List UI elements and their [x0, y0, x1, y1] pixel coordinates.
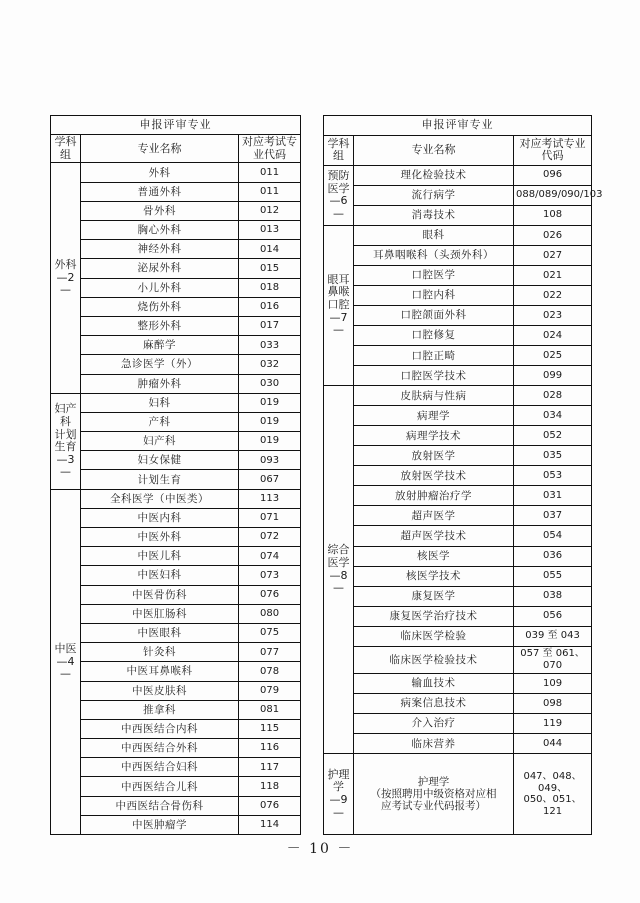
nursing-code-line2: 050、051、121	[523, 794, 582, 817]
specialty-code: 034	[514, 406, 592, 426]
specialty-name: 针灸科	[81, 643, 239, 662]
table-row	[51, 221, 301, 240]
table-row	[324, 446, 592, 466]
table-row	[324, 566, 592, 586]
specialty-code: 074	[239, 547, 301, 566]
col-header-group: 学科 组	[324, 136, 354, 166]
specialty-code: 071	[239, 508, 301, 527]
table-row	[324, 426, 592, 446]
table-row	[324, 506, 592, 526]
table-column-header-row	[51, 135, 301, 163]
specialty-code: 026	[514, 225, 592, 245]
specialty-name: 流行病学	[354, 185, 514, 205]
specialty-name: 口腔内科	[354, 285, 514, 305]
col-header-code: 对应考试专业代码	[239, 135, 301, 163]
table-row	[324, 714, 592, 734]
specialty-name: 口腔正畸	[354, 346, 514, 366]
specialty-name: 烧伤外科	[81, 297, 239, 316]
table-row	[324, 325, 592, 345]
table-row	[324, 225, 592, 245]
table-row	[51, 528, 301, 547]
table-row	[51, 719, 301, 738]
specialty-name: 肿瘤外科	[81, 374, 239, 393]
specialty-name: 中西医结合妇科	[81, 758, 239, 777]
specialty-name: 中西医结合外科	[81, 739, 239, 758]
table-column-header-row	[324, 136, 592, 166]
page-number: － 10 －	[286, 841, 354, 857]
specialty-code: 075	[239, 623, 301, 642]
specialty-name: 胸心外科	[81, 221, 239, 240]
specialty-code: 033	[239, 336, 301, 355]
specialty-code: 038	[514, 586, 592, 606]
table-row	[324, 626, 592, 646]
specialty-name: 计划生育	[81, 470, 239, 489]
specialty-name: 中医肿瘤学	[81, 815, 239, 834]
specialty-name: 口腔修复	[354, 325, 514, 345]
table-row	[324, 486, 592, 506]
table-row	[324, 346, 592, 366]
table-row	[51, 240, 301, 259]
specialty-code: 031	[514, 486, 592, 506]
specialty-code: 011	[239, 182, 301, 201]
specialty-name: 产科	[81, 412, 239, 431]
table-row	[324, 606, 592, 626]
specialty-name: 理化检验技术	[354, 165, 514, 185]
specialty-code: 079	[239, 681, 301, 700]
table-row	[51, 815, 301, 834]
table-row	[51, 201, 301, 220]
specialty-name: 中医骨伤科	[81, 585, 239, 604]
specialty-name: 麻醉学	[81, 336, 239, 355]
col-header-code: 对应考试专业代码	[514, 136, 592, 166]
specialty-name: 中医耳鼻喉科	[81, 662, 239, 681]
specialty-name: 妇产科	[81, 432, 239, 451]
table-row	[324, 165, 592, 185]
specialty-code	[514, 754, 592, 835]
specialty-name: 核医学	[354, 546, 514, 566]
nursing-code-line1: 047、048、049、	[523, 771, 582, 794]
table-row	[51, 566, 301, 585]
specialty-code: 036	[514, 546, 592, 566]
specialty-name: 病理学	[354, 406, 514, 426]
specialty-code: 028	[514, 386, 592, 406]
table-row	[51, 547, 301, 566]
nursing-name-line2: （按照聘用中级资格对应相	[370, 788, 497, 801]
specialty-name: 临床医学检验	[354, 626, 514, 646]
specialty-code: 053	[514, 466, 592, 486]
specialty-code: 099	[514, 366, 592, 386]
table-row	[324, 285, 592, 305]
table-row	[324, 546, 592, 566]
group-label-nursing: 护理 学 —9 —	[324, 754, 354, 835]
specialty-name: 中医妇科	[81, 566, 239, 585]
table-row	[324, 646, 592, 673]
specialty-name: 病案信息技术	[354, 693, 514, 713]
specialty-name: 神经外科	[81, 240, 239, 259]
specialty-code: 052	[514, 426, 592, 446]
nursing-name-line3: 应考试专业代码报考）	[381, 800, 487, 813]
table-row	[51, 777, 301, 796]
specialty-code: 115	[239, 719, 301, 738]
table-row	[324, 386, 592, 406]
specialty-name: 核医学技术	[354, 566, 514, 586]
table-row	[51, 278, 301, 297]
table-row	[324, 734, 592, 754]
specialty-name: 中医外科	[81, 528, 239, 547]
table-row	[324, 526, 592, 546]
table-row	[51, 393, 301, 412]
specialty-name: 中医内科	[81, 508, 239, 527]
specialty-name: 超声医学	[354, 506, 514, 526]
table-row	[51, 700, 301, 719]
specialty-code: 109	[514, 673, 592, 693]
specialty-name: 中医眼科	[81, 623, 239, 642]
specialty-code: 093	[239, 451, 301, 470]
specialty-name: 骨外科	[81, 201, 239, 220]
left-specialty-table	[50, 115, 301, 835]
table-row	[324, 693, 592, 713]
specialty-code: 118	[239, 777, 301, 796]
specialty-code: 014	[239, 240, 301, 259]
specialty-code: 098	[514, 693, 592, 713]
group-label-surgery: 外科 —2 —	[51, 163, 81, 393]
specialty-name: 超声医学技术	[354, 526, 514, 546]
group-label-tcm: 中医 —4 —	[51, 489, 81, 834]
specialty-name: 中医肛肠科	[81, 604, 239, 623]
specialty-name: 临床医学检验技术	[354, 646, 514, 673]
table-row	[324, 305, 592, 325]
specialty-code: 022	[514, 285, 592, 305]
specialty-code: 056	[514, 606, 592, 626]
table-row	[51, 643, 301, 662]
specialty-code: 073	[239, 566, 301, 585]
specialty-name: 皮肤病与性病	[354, 386, 514, 406]
specialty-code: 055	[514, 566, 592, 586]
table-row	[324, 205, 592, 225]
specialty-code: 012	[239, 201, 301, 220]
nursing-name-line1: 护理学	[417, 775, 450, 788]
specialty-code: 116	[239, 739, 301, 758]
specialty-code: 067	[239, 470, 301, 489]
specialty-name: 康复医学	[354, 586, 514, 606]
specialty-code: 011	[239, 163, 301, 182]
specialty-name: 放射医学	[354, 446, 514, 466]
table-row	[51, 336, 301, 355]
specialty-code: 119	[514, 714, 592, 734]
specialty-code: 088/089/090/103	[514, 185, 592, 205]
specialty-name: 耳鼻咽喉科（头颈外科）	[354, 245, 514, 265]
specialty-name: 推拿科	[81, 700, 239, 719]
specialty-code: 030	[239, 374, 301, 393]
table-row	[51, 297, 301, 316]
specialty-code: 114	[239, 815, 301, 834]
table-row	[324, 245, 592, 265]
table-row	[51, 163, 301, 182]
table-row	[51, 412, 301, 431]
specialty-name: 口腔颌面外科	[354, 305, 514, 325]
table-row	[51, 259, 301, 278]
col-header-group: 学科 组	[51, 135, 81, 163]
table-row	[51, 681, 301, 700]
specialty-name: 口腔医学技术	[354, 366, 514, 386]
specialty-name: 急诊医学（外）	[81, 355, 239, 374]
table-row	[324, 185, 592, 205]
specialty-name: 外科	[81, 163, 239, 182]
table-row	[51, 489, 301, 508]
right-table-title: 申报评审专业	[324, 116, 592, 136]
specialty-name	[354, 754, 514, 835]
specialty-name: 整形外科	[81, 316, 239, 335]
table-row	[51, 604, 301, 623]
specialty-name: 全科医学（中医类）	[81, 489, 239, 508]
specialty-name: 泌尿外科	[81, 259, 239, 278]
table-row	[51, 739, 301, 758]
group-label-preventive: 预防 医学 —6 —	[324, 165, 354, 225]
specialty-name: 放射肿瘤治疗学	[354, 486, 514, 506]
table-header-row	[51, 116, 301, 135]
group-label-obgyn: 妇产 科 计划 生育 —3 —	[51, 393, 81, 489]
specialty-name: 小儿外科	[81, 278, 239, 297]
specialty-name: 眼科	[354, 225, 514, 245]
left-table-title: 申报评审专业	[51, 116, 301, 135]
specialty-name: 中医皮肤科	[81, 681, 239, 700]
col-header-name: 专业名称	[81, 135, 239, 163]
table-row	[324, 586, 592, 606]
specialty-code: 019	[239, 412, 301, 431]
specialty-code: 072	[239, 528, 301, 547]
specialty-code: 078	[239, 662, 301, 681]
specialty-code: 096	[514, 165, 592, 185]
table-row	[51, 508, 301, 527]
specialty-name: 妇女保健	[81, 451, 239, 470]
specialty-name: 放射医学技术	[354, 466, 514, 486]
specialty-code: 023	[514, 305, 592, 325]
specialty-name: 普通外科	[81, 182, 239, 201]
specialty-code: 113	[239, 489, 301, 508]
specialty-code: 021	[514, 265, 592, 285]
specialty-code: 027	[514, 245, 592, 265]
specialty-code: 076	[239, 796, 301, 815]
specialty-name: 中西医结合骨伤科	[81, 796, 239, 815]
table-row	[324, 265, 592, 285]
specialty-name: 中医儿科	[81, 547, 239, 566]
specialty-code: 024	[514, 325, 592, 345]
table-row	[324, 366, 592, 386]
specialty-code: 013	[239, 221, 301, 240]
table-header-row	[324, 116, 592, 136]
specialty-code: 017	[239, 316, 301, 335]
specialty-code: 018	[239, 278, 301, 297]
specialty-name: 康复医学治疗技术	[354, 606, 514, 626]
specialty-code: 081	[239, 700, 301, 719]
specialty-code: 016	[239, 297, 301, 316]
specialty-name: 中西医结合内科	[81, 719, 239, 738]
specialty-code: 077	[239, 643, 301, 662]
table-row	[324, 673, 592, 693]
specialty-code: 080	[239, 604, 301, 623]
specialty-name: 病理学技术	[354, 426, 514, 446]
specialty-name: 中西医结合儿科	[81, 777, 239, 796]
table-row	[51, 374, 301, 393]
specialty-name: 消毒技术	[354, 205, 514, 225]
specialty-code: 019	[239, 432, 301, 451]
specialty-name: 介入治疗	[354, 714, 514, 734]
specialty-name: 口腔医学	[354, 265, 514, 285]
table-row	[51, 451, 301, 470]
table-row	[51, 316, 301, 335]
specialty-code: 019	[239, 393, 301, 412]
specialty-code: 025	[514, 346, 592, 366]
specialty-name: 输血技术	[354, 673, 514, 693]
table-row	[51, 662, 301, 681]
table-row	[324, 754, 592, 835]
specialty-code: 037	[514, 506, 592, 526]
col-header-name: 专业名称	[354, 136, 514, 166]
specialty-code: 035	[514, 446, 592, 466]
specialty-name: 临床营养	[354, 734, 514, 754]
table-row	[324, 406, 592, 426]
group-label-comprehensive: 综合 医学 —8 —	[324, 386, 354, 754]
specialty-code: 057 至 061、070	[514, 646, 592, 673]
right-specialty-table	[323, 115, 603, 835]
group-label-eent: 眼耳 鼻喉 口腔 —7 —	[324, 225, 354, 385]
specialty-code: 032	[239, 355, 301, 374]
specialty-code: 076	[239, 585, 301, 604]
specialty-name: 妇科	[81, 393, 239, 412]
specialty-code: 015	[239, 259, 301, 278]
table-row	[51, 432, 301, 451]
table-row	[51, 470, 301, 489]
specialty-code: 054	[514, 526, 592, 546]
table-row	[51, 585, 301, 604]
table-row	[51, 758, 301, 777]
specialty-code: 044	[514, 734, 592, 754]
table-row	[51, 623, 301, 642]
specialty-code: 039 至 043	[514, 626, 592, 646]
table-row	[324, 466, 592, 486]
table-row	[51, 182, 301, 201]
tables-container	[50, 115, 603, 835]
specialty-code: 117	[239, 758, 301, 777]
specialty-code: 108	[514, 205, 592, 225]
table-row	[51, 355, 301, 374]
table-row	[51, 796, 301, 815]
